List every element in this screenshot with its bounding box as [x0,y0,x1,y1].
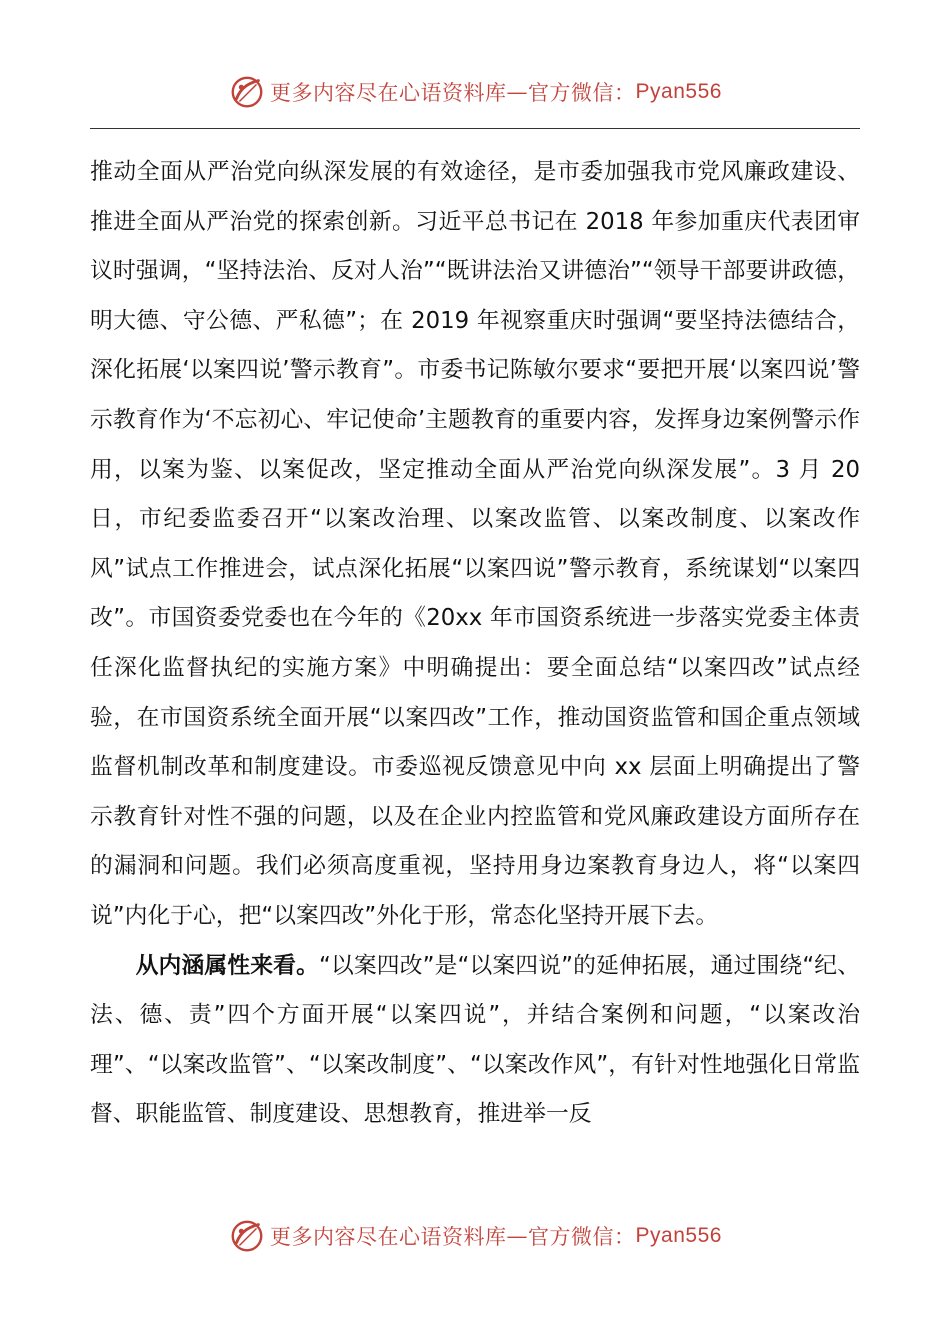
paragraph-1: 推动全面从严治党向纵深发展的有效途径，是市委加强我市党风廉政建设、推进全面从严治党的探索创新。习近平总书记在 2018 年参加重庆代表团审议时强调，“坚持法治、反对人治”“既讲法治又讲德治”“领导干部要讲政德，明大德、守公德、严私德”；在 2019 年视察重庆时强调“要坚持法德结合，深化拓展‘以案四说’警示教育”。市委书记陈敏尔要求“要把开展‘以案四说’警示教育作为‘不忘初心、牢记使命’主题教育的重要内容，发挥身边案例警示作用，以案为鉴、以案促改，坚定推动全面从严治党向纵深发展”。3 月 20 日，市纪委监委召开“以案改治理、以案改监管、以案改制度、以案改作风”试点工作推进会，试点深化拓展“以案四说”警示教育，系统谋划“以案四改”。市国资委党委也在今年的《20xx 年市国资系统进一步落实党委主体责任深化监督执纪的实施方案》中明确提出：要全面总结“以案四改”试点经验，在市国资系统全面开展“以案四改”工作，推动国资监管和国企重点领域监督机制改革和制度建设。市委巡视反馈意见中向 xx 层面上明确提出了警示教育针对性不强的问题，以及在企业内控监管和党风廉政建设方面所存在的漏洞和问题。我们必须高度重视，坚持用身边案教育身边人，将“以案四说”内化于心，把“以案四改”外化于形，常态化坚持开展下去。 [90,159,860,929]
footer-brand-text: 更多内容尽在心语资料库 [270,1225,507,1249]
brand-logo-icon [228,1217,266,1255]
header-divider [90,128,860,129]
header-banner [0,70,950,114]
footer-wechat-id: Pyan556 [635,1224,722,1247]
footer-banner [0,1214,950,1258]
header-brand-text: 更多内容尽在心语资料库 [270,81,507,105]
footer-dash: — [506,1224,529,1248]
paragraph-2 [90,942,860,1140]
document-body [90,148,860,1140]
header-wechat-label: 官方微信： [528,81,636,105]
header-dash: — [506,80,529,104]
header-wechat-id: Pyan556 [635,80,722,103]
paragraph-2-text: “以案四改”是“以案四说”的延伸拓展，通过围绕“纪、法、德、责”四个方面开展“以案四说”，并结合案例和问题，“以案改治理”、“以案改监管”、“以案改制度”、“以案改作风”，有针对性地强化日常监督、职能监管、制度建设、思想教育，推进举一反 [90,952,860,1128]
paragraph-2-lead: 从内涵属性来看。 [135,952,319,979]
footer-wechat-label: 官方微信： [528,1225,636,1249]
brand-logo-icon [228,73,266,111]
